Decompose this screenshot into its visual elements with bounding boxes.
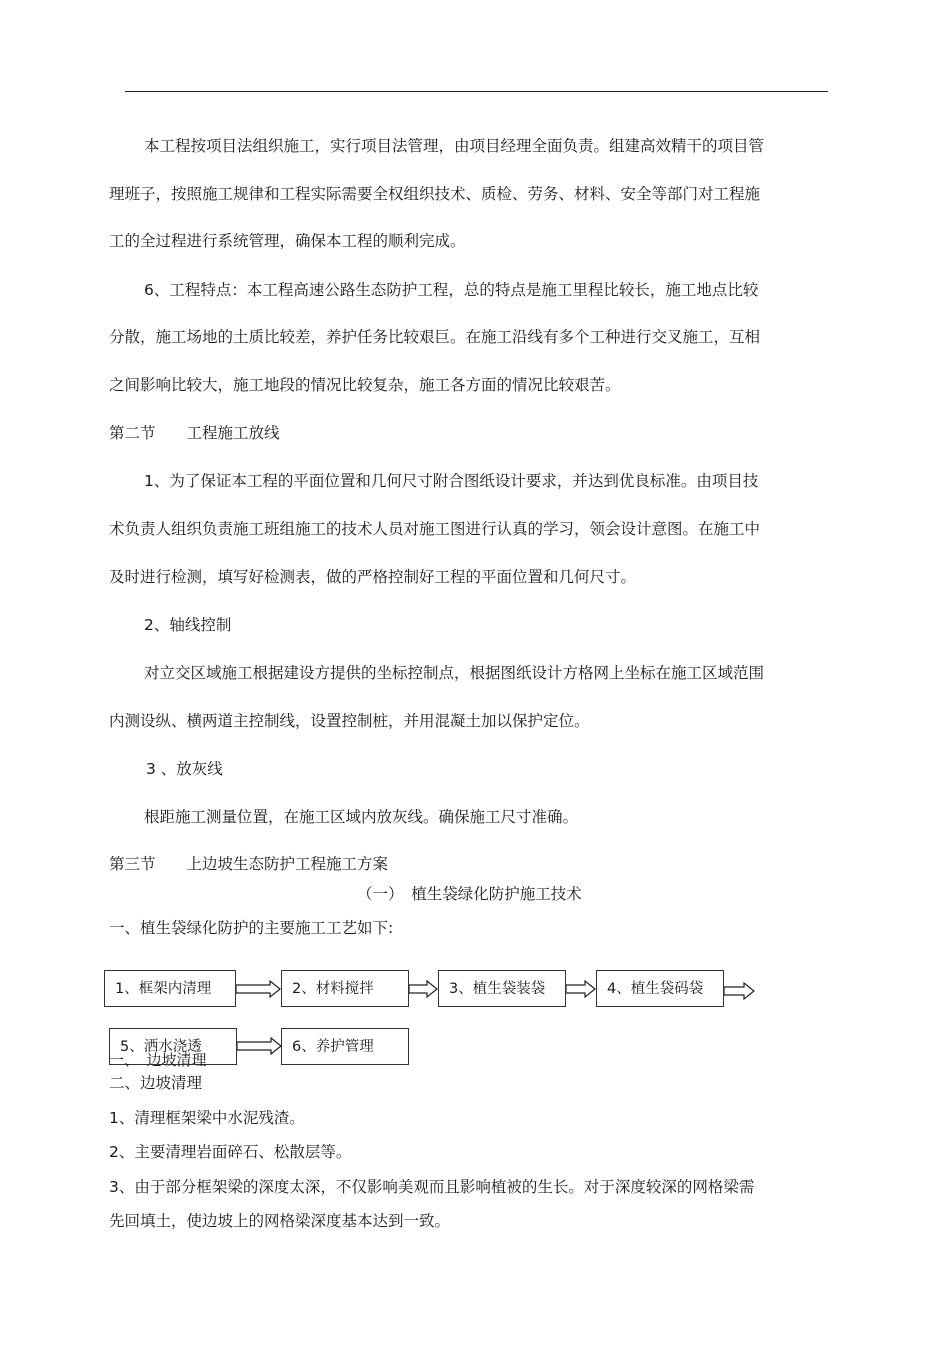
- subheading: 2、轴线控制: [144, 616, 232, 634]
- paragraph-line: 理班子，按照施工规律和工程实际需要全权组织技术、质检、劳务、材料、安全等部门对工程施: [109, 185, 761, 203]
- flow-step-2: [281, 970, 409, 1007]
- flow-step-label: 3、植生袋装袋: [449, 980, 546, 997]
- paragraph-line: 及时进行检测，填写好检测表，做的严格控制好工程的平面位置和几何尺寸。: [109, 568, 637, 586]
- flow-arrow-icon: [724, 982, 756, 1000]
- paragraph-line: 工的全过程进行系统管理，确保本工程的顺利完成。: [109, 232, 466, 250]
- paragraph-line: 术负责人组织负责施工班组施工的技术人员对施工图进行认真的学习，领会设计意图。在施工中: [109, 520, 761, 538]
- flow-step-1: [104, 970, 236, 1007]
- flow-step-label: 4、植生袋码袋: [607, 980, 704, 997]
- flow-step-label: 1、框架内清理: [115, 980, 212, 997]
- overlapping-heading: 一、 边坡清理: [109, 1051, 207, 1069]
- list-item: 2、主要清理岩面碎石、松散层等。: [109, 1143, 352, 1161]
- paragraph-line: 本工程按项目法组织施工，实行项目法管理，由项目经理全面负责。组建高效精干的项目管: [144, 137, 765, 155]
- flow-arrow-icon: [566, 980, 597, 998]
- flow-arrow-icon: [237, 1037, 283, 1055]
- subsection-heading: （一） 植生袋绿化防护施工技术: [357, 885, 582, 903]
- paragraph-line: 对立交区域施工根据建设方提供的坐标控制点，根据图纸设计方格网上坐标在施工区域范围: [144, 664, 765, 682]
- section-heading: 第二节 工程施工放线: [109, 424, 280, 442]
- list-item: 1、清理框架梁中水泥残渣。: [109, 1109, 305, 1127]
- flow-step-6: [281, 1028, 409, 1065]
- header-rule: [125, 91, 828, 92]
- intro-line: 一、植生袋绿化防护的主要施工工艺如下:: [109, 919, 394, 937]
- flow-step-label: 5、洒水浇透: [120, 1038, 202, 1055]
- list-item: 先回填土，使边坡上的网格梁深度基本达到一致。: [109, 1212, 451, 1230]
- paragraph-line: 之间影响比较大，施工地段的情况比较复杂，施工各方面的情况比较艰苦。: [109, 376, 621, 394]
- section-heading: 二、边坡清理: [109, 1074, 203, 1092]
- flow-arrow-icon: [236, 980, 282, 998]
- paragraph-line: 分散，施工场地的土质比较差，养护任务比较艰巨。在施工沿线有多个工种进行交叉施工，互相: [109, 328, 761, 346]
- section-heading: 第三节 上边坡生态防护工程施工方案: [109, 855, 389, 873]
- flow-step-label: 2、材料搅拌: [292, 980, 374, 997]
- flow-step-3: [438, 970, 566, 1007]
- paragraph-line: 6、工程特点：本工程高速公路生态防护工程，总的特点是施工里程比较长，施工地点比较: [144, 281, 759, 299]
- paragraph-line: 根距施工测量位置，在施工区域内放灰线。确保施工尺寸准确。: [144, 808, 579, 826]
- paragraph-line: 1、为了保证本工程的平面位置和几何尺寸附合图纸设计要求，并达到优良标准。由项目技: [144, 472, 759, 490]
- flow-step-4: [596, 970, 724, 1007]
- paragraph-line: 内测设纵、横两道主控制线，设置控制桩，并用混凝土加以保护定位。: [109, 712, 590, 730]
- flow-step-label: 6、养护管理: [292, 1038, 374, 1055]
- subheading: 3 、放灰线: [146, 760, 223, 778]
- list-item: 3、由于部分框架梁的深度太深，不仅影响美观而且影响植被的生长。对于深度较深的网格梁需: [109, 1178, 755, 1196]
- flow-arrow-icon: [409, 980, 439, 998]
